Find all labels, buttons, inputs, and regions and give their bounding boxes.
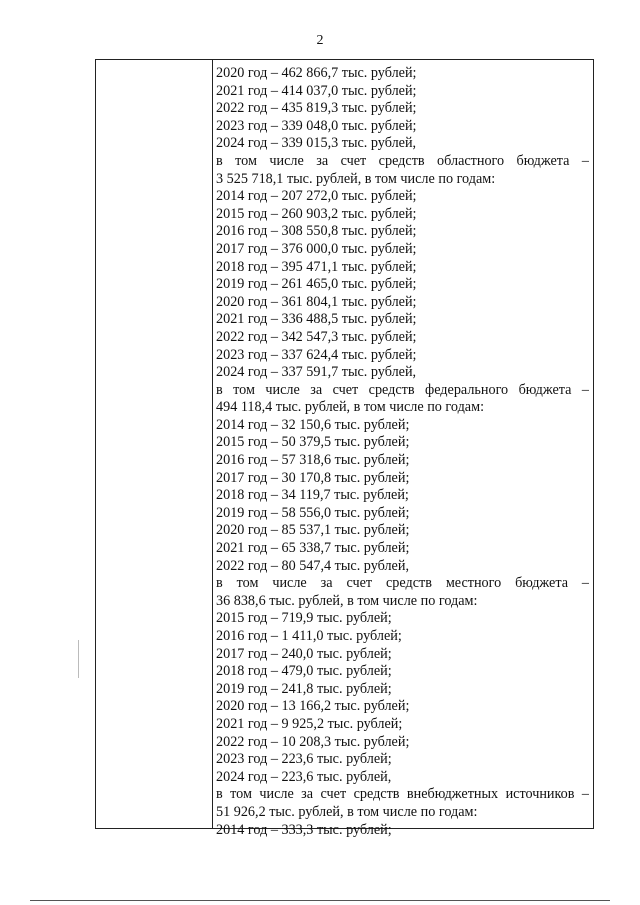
funding-line: 2022 год – 10 208,3 тыс. рублей;: [216, 733, 410, 750]
funding-line: 2023 год – 339 048,0 тыс. рублей;: [216, 117, 417, 134]
funding-line: 2014 год – 333,3 тыс. рублей;: [216, 821, 392, 838]
funding-line: 2021 год – 336 488,5 тыс. рублей;: [216, 311, 417, 328]
funding-line: 2020 год – 85 537,1 тыс. рублей;: [216, 522, 410, 539]
funding-line: 3 525 718,1 тыс. рублей, в том числе по годам:: [216, 170, 496, 187]
funding-line: 2023 год – 337 624,4 тыс. рублей;: [216, 346, 417, 363]
funding-line: 2020 год – 462 866,7 тыс. рублей;: [216, 65, 417, 81]
column-divider: [212, 60, 213, 828]
funding-line: 2015 год – 719,9 тыс. рублей;: [216, 610, 392, 627]
funding-line: 2024 год – 339 015,3 тыс. рублей,: [216, 135, 417, 152]
funding-line: 2024 год – 337 591,7 тыс. рублей,: [216, 364, 417, 381]
funding-line: 2019 год – 241,8 тыс. рублей;: [216, 680, 392, 697]
funding-line: 2022 год – 80 547,4 тыс. рублей,: [216, 557, 409, 574]
funding-line: 2015 год – 50 379,5 тыс. рублей;: [216, 434, 410, 451]
funding-line: 494 118,4 тыс. рублей, в том числе по годам:: [216, 399, 485, 416]
funding-line: 2019 год – 261 465,0 тыс. рублей;: [216, 276, 417, 293]
funding-line: 2017 год – 376 000,0 тыс. рублей;: [216, 240, 417, 257]
margin-mark: [78, 640, 79, 678]
funding-line: 2021 год – 9 925,2 тыс. рублей;: [216, 715, 403, 732]
funding-line: 2022 год – 342 547,3 тыс. рублей;: [216, 328, 417, 345]
funding-line: 36 838,6 тыс. рублей, в том числе по годам:: [216, 592, 478, 609]
funding-line: 2018 год – 479,0 тыс. рублей;: [216, 663, 392, 680]
funding-line: 2018 год – 395 471,1 тыс. рублей;: [216, 258, 417, 275]
funding-line: 2024 год – 223,6 тыс. рублей,: [216, 768, 392, 785]
funding-line: 2020 год – 13 166,2 тыс. рублей;: [216, 698, 410, 715]
funding-line: 2017 год – 30 170,8 тыс. рублей;: [216, 469, 410, 486]
funding-line: 2015 год – 260 903,2 тыс. рублей;: [216, 205, 417, 222]
funding-line: 2017 год – 240,0 тыс. рублей;: [216, 645, 392, 662]
funding-line: в том числе за счет средств местного бюджета –: [216, 575, 589, 592]
funding-line: 2016 год – 1 411,0 тыс. рублей;: [216, 628, 402, 644]
funding-line: 2022 год – 435 819,3 тыс. рублей;: [216, 100, 417, 117]
funding-line: 2016 год – 57 318,6 тыс. рублей;: [216, 452, 410, 469]
bottom-rule: [30, 900, 610, 901]
funding-line: 2014 год – 32 150,6 тыс. рублей;: [216, 416, 410, 433]
funding-line: 51 926,2 тыс. рублей, в том числе по годам:: [216, 803, 478, 820]
funding-line: 2014 год – 207 272,0 тыс. рублей;: [216, 188, 417, 205]
funding-line: 2021 год – 414 037,0 тыс. рублей;: [216, 82, 417, 99]
funding-line: 2020 год – 361 804,1 тыс. рублей;: [216, 293, 417, 310]
funding-line: в том числе за счет средств федерального бюджета –: [216, 381, 589, 398]
funding-line: 2016 год – 308 550,8 тыс. рублей;: [216, 223, 417, 240]
funding-line: 2018 год – 34 119,7 тыс. рублей;: [216, 487, 409, 504]
funding-line: 2021 год – 65 338,7 тыс. рублей;: [216, 540, 410, 557]
funding-line: 2023 год – 223,6 тыс. рублей;: [216, 751, 392, 768]
table-left-cell: [96, 60, 212, 828]
funding-line: в том числе за счет средств областного бюджета –: [216, 152, 589, 169]
funding-line: в том числе за счет средств внебюджетных источников –: [216, 786, 589, 803]
funding-line: 2019 год – 58 556,0 тыс. рублей;: [216, 504, 410, 521]
table-right-cell: [216, 65, 589, 839]
funding-table: [95, 59, 594, 838]
page-number: 2: [316, 33, 324, 48]
